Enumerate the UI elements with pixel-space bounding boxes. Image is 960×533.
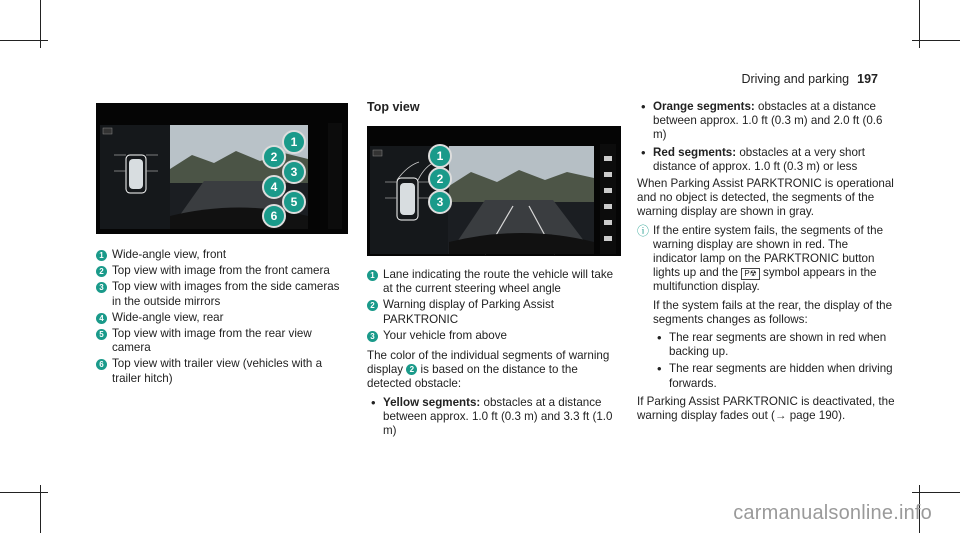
legend-item: 1 Lane indicating the route the vehicle will take at the current steering wheel angle — [367, 268, 621, 296]
watermark: carmanualsonline.info — [733, 502, 932, 524]
camera-display-top-view — [367, 126, 621, 256]
callout-badge: 2 — [262, 145, 286, 169]
left-legend — [96, 248, 350, 388]
note-block — [637, 224, 895, 391]
crop-mark — [0, 492, 48, 493]
callout-badge: 3 — [428, 190, 452, 214]
crop-mark — [912, 492, 960, 493]
bullet-item: • Red segments: obstacles at a very short distance of approx. 1.0 ft (0.3 m) or less — [637, 146, 895, 174]
right-column — [637, 100, 895, 427]
bullet-item: • Orange segments: obstacles at a distance between approx. 1.0 ft (0.3 m) and 2.0 ft (0.6 m) — [637, 100, 895, 143]
legend-item: 3 Top view with images from the side cameras in the outside mirrors — [96, 280, 350, 308]
middle-column — [367, 100, 621, 122]
callout-badge: 1 — [282, 130, 306, 154]
legend-item: 2 Warning display of Parking Assist PARKTRONIC — [367, 298, 621, 326]
info-icon: ⓘ — [637, 223, 650, 238]
paragraph: If the system fails at the rear, the display of the segments changes as follows: — [653, 298, 893, 326]
callout-badge: 5 — [282, 190, 306, 214]
legend-item: 3 Your vehicle from above — [367, 329, 621, 343]
paragraph: When Parking Assist PARKTRONIC is operational and no object is detected, the segments of the warning display are shown in gray. — [637, 177, 894, 219]
camera-display-left — [96, 103, 348, 234]
legend-item: 2 Top view with image from the front camera — [96, 264, 350, 278]
page-number: 197 — [857, 72, 878, 86]
callout-badge: 2 — [428, 167, 452, 191]
paragraph: The color of the individual segments of warning display 2 is based on the distance to the detected obstacle: — [367, 349, 610, 391]
bullet-item: • The rear segments are shown in red when backing up. — [653, 331, 895, 359]
legend-item: 5 Top view with image from the rear view camera — [96, 327, 350, 355]
legend-item: 4 Wide-angle view, rear — [96, 311, 350, 325]
legend-item: 1 Wide-angle view, front — [96, 248, 350, 262]
parktronic-symbol: P☢ — [741, 268, 760, 280]
crop-mark — [0, 40, 48, 41]
callout-badge: 6 — [262, 204, 286, 228]
crop-mark — [912, 40, 960, 41]
legend-item: 6 Top view with trailer view (vehicles with a trailer hitch) — [96, 357, 350, 385]
callout-badge: 4 — [262, 175, 286, 199]
section-heading: Top view — [367, 100, 420, 114]
page-header — [741, 72, 878, 86]
callout-badge: 3 — [282, 160, 306, 184]
paragraph: If Parking Assist PARKTRONIC is deactivated, the warning display fades out (→ page 190). — [637, 394, 895, 423]
paragraph: If the entire system fails, the segments of the warning display are shown in red. The indicator lamp on the PARKTRONIC button lights up and the P☢ symbol appears in the multifunction display. — [653, 223, 884, 294]
bullet-item: • The rear segments are hidden when driving forwards. — [653, 362, 895, 390]
callout-badge: 1 — [428, 144, 452, 168]
middle-legend — [367, 268, 621, 441]
bullet-item: • Yellow segments: obstacles at a distance between approx. 1.0 ft (0.3 m) and 3.3 ft (1.0 m) — [367, 396, 621, 439]
section-title: Driving and parking — [741, 72, 850, 86]
